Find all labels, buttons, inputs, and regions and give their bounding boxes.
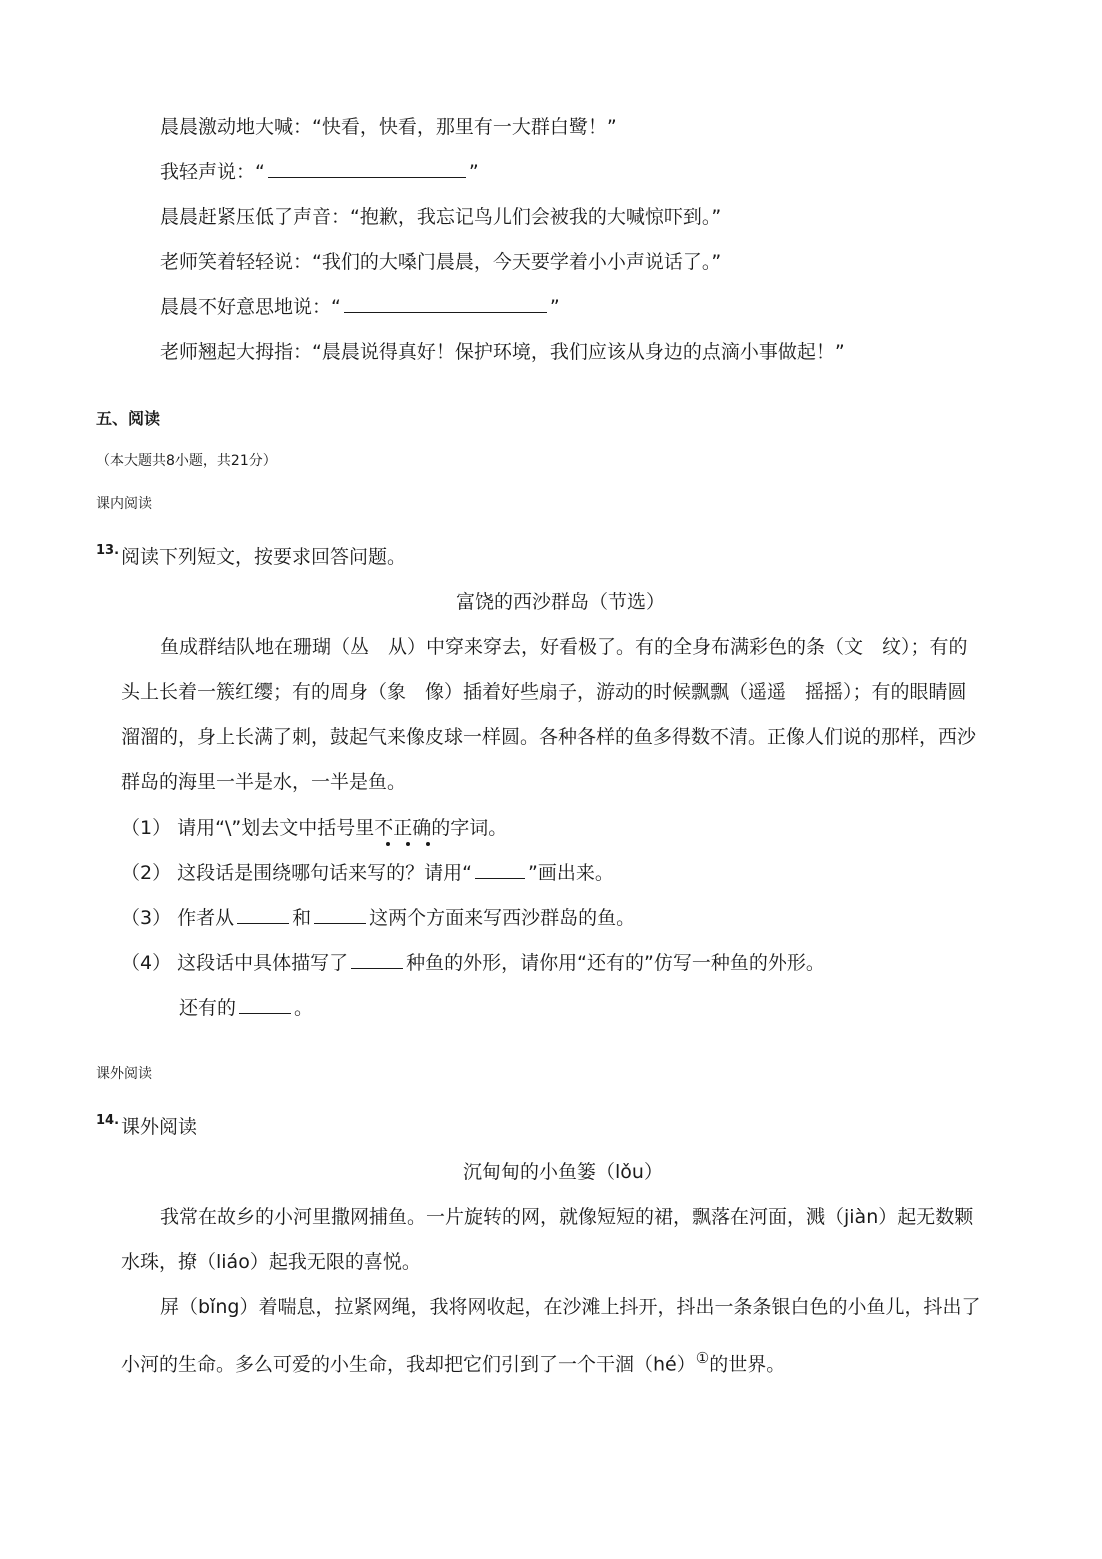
sub-question-4-answer: 还有的 。 [179,993,313,1023]
answer-blank[interactable] [268,157,466,178]
question-14-prompt: 课外阅读 [121,1116,198,1138]
question-number-14: 14. [96,1113,120,1128]
sub-question-label: （3） [121,907,172,929]
answer-blank[interactable] [314,903,366,924]
dialogue-line-6: 老师翘起大拇指：“晨晨说得真好！保护环境，我们应该从身边的点滴小事做起！” [160,341,845,363]
in-class-reading-label: 课内阅读 [96,496,152,512]
sub-question-label: （2） [121,862,172,884]
passage-line-2: 头上长着一簇红缨；有的周身（象 像）插着好些扇子，游动的时候飘飘（遥遥 摇摇）；有的眼睛圆 [121,681,967,703]
passage-title: 富饶的西沙群岛（节选） [456,591,666,613]
question-13-prompt: 阅读下列短文，按要求回答问题。 [121,546,407,568]
sub-question-2: （2） 这段话是围绕哪句话来写的？请用“ ”画出来。 [121,858,614,888]
footnote-marker: ① [695,1349,710,1367]
sub-question-1: （1） 请用“\”划去文中括号里不正确的字词。 [121,817,508,839]
question-number-13: 13. [96,543,120,558]
sub-question-4: （4） 这段话中具体描写了 种鱼的外形，请你用“还有的”仿写一种鱼的外形。 [121,948,825,978]
answer-blank[interactable] [239,993,291,1014]
sub-question-3: （3） 作者从 和 这两个方面来写西沙群岛的鱼。 [121,903,635,933]
passage-line-1: 我常在故乡的小河里撒网捕鱼。一片旋转的网，就像短短的裙，飘落在河面，溅（jiàn）起无数颗 [160,1206,974,1228]
emphasis-dots [386,842,436,848]
passage-line-4: 小河的生命。多么可爱的小生命，我却把它们引到了一个干涸（hé）①的世界。 [121,1349,786,1376]
out-class-reading-label: 课外阅读 [96,1066,152,1082]
answer-blank[interactable] [351,948,403,969]
dialogue-line-4: 老师笑着轻轻说：“我们的大嗓门晨晨，今天要学着小小声说话了。” [160,251,722,273]
answer-blank[interactable] [344,292,547,313]
answer-blank[interactable] [237,903,289,924]
sub-question-label: （1） [121,817,172,839]
passage-line-2: 水珠，撩（liáo）起我无限的喜悦。 [121,1251,421,1273]
passage-line-1: 鱼成群结队地在珊瑚（丛 从）中穿来穿去，好看极了。有的全身布满彩色的条（文 纹）；有的 [160,636,968,658]
sub-question-label: （4） [121,952,172,974]
dialogue-line-3: 晨晨赶紧压低了声音：“抱歉，我忘记鸟儿们会被我的大喊惊吓到。” [160,206,722,228]
passage-line-3: 屏（bǐng）着喘息，拉紧网绳，我将网收起，在沙滩上抖开，抖出一条条银白色的小鱼儿，抖出了 [160,1296,981,1318]
passage-title: 沉甸甸的小鱼篓（lǒu） [463,1161,663,1183]
answer-blank[interactable] [475,858,525,879]
section-note: （本大题共8小题，共21分） [96,453,277,469]
dialogue-text: 晨晨激动地大喊：“快看，快看，那里有一大群白鹭！” [160,116,617,138]
section-title: 五、阅读 [96,409,161,428]
passage-line-3: 溜溜的，身上长满了刺，鼓起气来像皮球一样圆。各种各样的鱼多得数不清。正像人们说的那样，西沙 [121,726,977,748]
dialogue-line-5: 晨晨不好意思地说：“ ” [160,292,560,322]
dialogue-line-2: 我轻声说：“ ” [160,157,479,187]
dialogue-line-1 [160,112,617,142]
passage-line-4: 群岛的海里一半是水，一半是鱼。 [121,771,407,793]
